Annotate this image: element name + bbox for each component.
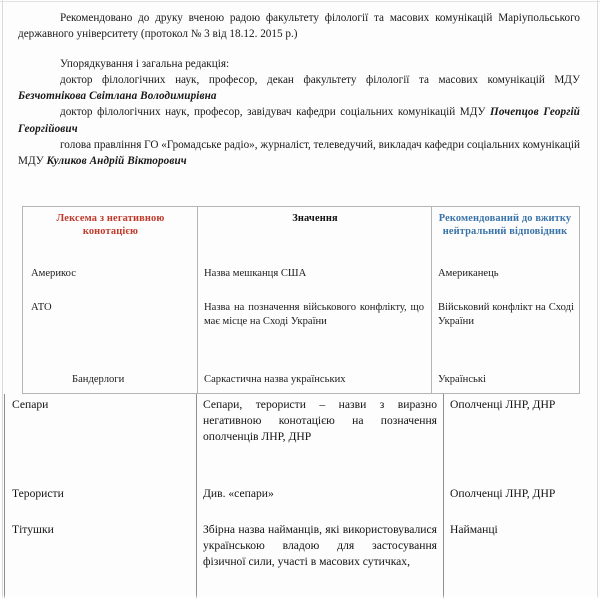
editor-2-role: доктор філологічних наук, професор, завідувач кафедри соціальних комунікацій МДУ xyxy=(60,106,486,119)
table-column-divider-2-lower xyxy=(443,394,444,600)
editor-entry-1 xyxy=(18,72,580,105)
table-row: Тітушки xyxy=(12,523,54,536)
table-cell-neutral: Військовий конфлікт на Сході України xyxy=(438,302,574,328)
table-cell-meaning: Збірна назва найманців, які використовувалися українською владою для застосування фізичної сили, участі в масових сутичках, xyxy=(203,523,437,569)
preface-block xyxy=(18,10,580,170)
table-cell-meaning: Назва на позначення військового конфлікту, що має місце на Сході України xyxy=(204,302,424,328)
table-cell-neutral: Ополченці ЛНР, ДНР xyxy=(450,398,556,411)
table-cell-neutral: Найманці xyxy=(450,523,498,536)
editor-3-role: голова правління ГО «Громадське радіо», журналіст, телеведучий, викладач кафедри соціальних комунікацій МДУ xyxy=(18,139,580,168)
editor-entry-2 xyxy=(18,104,580,137)
table-column-divider-1-upper xyxy=(197,206,198,394)
table-column-divider-1-lower xyxy=(196,394,197,600)
editor-3-name: Куликов Андрій Вікторович xyxy=(46,155,187,168)
table-row: Бандерлоги xyxy=(72,374,125,385)
preface-editors-heading: Упорядкування і загальна редакція: xyxy=(60,57,230,70)
table-header-lexeme: Лексема з негативною конотацією xyxy=(56,213,165,238)
editor-2-name: Почепцов Георгій Георгійович xyxy=(18,106,580,135)
table-row: Сепари xyxy=(12,398,49,411)
table-row: Терористи xyxy=(12,487,64,500)
editor-1-name: Безчотнікова Світлана Володимирівна xyxy=(18,90,217,103)
table-row: Америкос xyxy=(31,268,76,279)
preface-spacer xyxy=(18,43,580,56)
table-cell-neutral: Українські xyxy=(438,374,486,385)
table-cell-meaning: Див. «сепари» xyxy=(203,487,274,500)
table-cell-neutral: Ополченці ЛНР, ДНР xyxy=(450,487,556,500)
table-row: АТО xyxy=(31,302,52,313)
lexeme-table-lower xyxy=(0,394,600,600)
preface-paragraph-recommendation: Рекомендовано до друку вченою радою факультету філології та масових комунікацій Маріупольського державного університету (протокол № 3 від 18.12. 2015 р.) xyxy=(18,12,580,41)
table-frame-lower-left xyxy=(4,394,5,600)
page-edge-top xyxy=(0,1,600,2)
table-column-divider-2-upper xyxy=(431,206,432,394)
bottom-clip-fade xyxy=(0,595,600,600)
lexeme-table-upper xyxy=(22,206,580,394)
table-cell-meaning: Назва мешканця США xyxy=(204,268,307,279)
table-cell-meaning: Саркастична назва українських xyxy=(204,374,346,385)
editor-1-role: доктор філологічних наук, професор, декан факультету філології та масових комунікацій МДУ xyxy=(60,73,580,86)
table-cell-neutral: Американець xyxy=(438,268,499,279)
editor-entry-3 xyxy=(18,137,580,170)
table-header-neutral: Рекомендований до вжитку нейтральний відповідник xyxy=(438,213,572,238)
table-cell-meaning: Сепари, терористи – назви з виразно негативною конотацією на позначення ополченців ЛНР, ДНР xyxy=(203,398,437,444)
table-header-meaning: Значення xyxy=(292,213,338,224)
